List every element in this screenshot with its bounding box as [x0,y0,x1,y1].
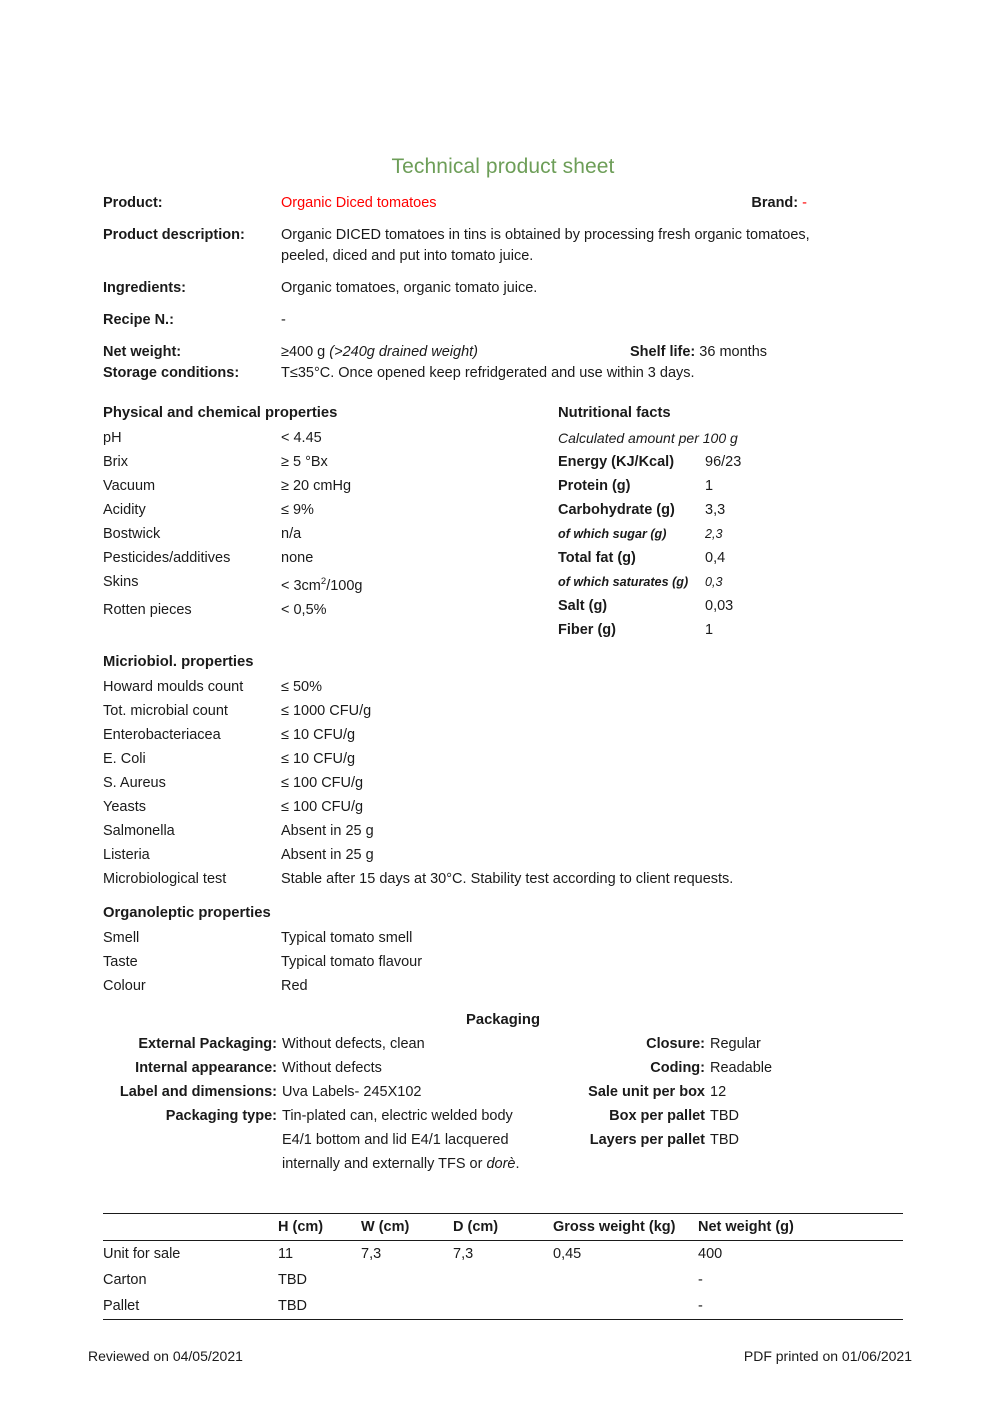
nutrition-value: 1 [705,478,714,494]
shelf-life-label: Shelf life: [630,344,696,360]
organoleptic-value: Red [281,978,308,994]
physical-row [103,522,573,546]
microbiol-row [103,675,903,699]
organoleptic-key: Taste [103,954,138,970]
table-cell-d [453,1267,553,1293]
packaging-row [533,1080,903,1104]
packaging-row [103,1056,563,1080]
nutrition-key: Carbohydrate (g) [558,502,675,518]
packaging-row [533,1032,903,1056]
physical-row [103,546,573,570]
packaging-columns [103,1032,903,1177]
organoleptic-value: Typical tomato smell [281,930,413,946]
physical-row [103,498,573,522]
product-description-value [281,225,903,267]
table-cell-name: Carton [103,1272,147,1288]
packaging-value: Without defects, clean [282,1036,425,1052]
physical-row [103,450,573,474]
nutrition-row [558,450,903,474]
packaging-key: Internal appearance: [135,1060,277,1076]
nutrition-value: 0,4 [705,550,726,566]
packaging-key: Closure: [646,1036,705,1052]
table-cell-w: 7,3 [361,1246,382,1262]
microbiol-key: E. Coli [103,751,146,767]
physical-value-skins: < $3cm^2/100g$ [281,576,363,594]
microbiol-value: ≤ 1000 CFU/g [281,703,372,719]
footer-printed-date: PDF printed on 01/06/2021 [743,1348,912,1364]
nutrition-value: 0,3 [705,575,723,589]
microbiol-row [103,699,903,723]
microbiol-value: Stable after 15 days at 30°C. Stability test according to client requests. [281,871,734,887]
physical-key: Rotten pieces [103,601,192,618]
packaging-row [533,1104,903,1128]
nutrition-row-sub [558,522,903,546]
table-cell-net: 400 [698,1246,723,1262]
properties-columns [103,402,903,657]
physical-properties-section [103,402,573,622]
nutrition-key: Protein (g) [558,478,631,494]
packaging-left-column [103,1032,563,1176]
table-cell-h: TBD [278,1293,361,1320]
physical-value: n/a [281,526,302,542]
packaging-row [103,1104,563,1128]
table-header-cell: Net weight (g) [698,1214,903,1241]
packaging-value: Tin-plated can, electric welded body [282,1108,513,1124]
microbiol-value: ≤ 100 CFU/g [281,775,364,791]
page-title: Technical product sheet [391,155,615,178]
organoleptic-heading: Organoleptic properties [103,905,271,921]
microbiol-value: ≤ 10 CFU/g [281,727,356,743]
recipe-label: Recipe N.: [103,312,174,328]
microbiol-key: Howard moulds count [103,679,244,695]
physical-key: Bostwick [103,526,161,542]
nutrition-row [558,618,903,642]
packaging-value: Readable [710,1060,773,1076]
nutrition-row [558,474,903,498]
table-row [103,1267,903,1293]
table-cell-w [361,1267,453,1293]
description-line-2: peeled, diced and put into tomato juice. [281,248,534,264]
table-cell-net: - [698,1293,903,1320]
storage-label: Storage conditions: [103,365,240,381]
nutrition-key: of which sugar (g) [558,527,667,541]
physical-row [103,598,573,622]
physical-key: pH [103,430,122,446]
physical-key: Vacuum [103,478,156,494]
packaging-type-line-3-pre: internally and externally TFS or [282,1156,487,1172]
microbiol-row [103,795,903,819]
table-header-cell: D (cm) [453,1214,553,1241]
physical-key: Pesticides/additives [103,550,231,566]
ingredients-label: Ingredients: [103,280,186,296]
nutrition-row-sub [558,570,903,594]
microbiol-key: Yeasts [103,799,146,815]
microbiol-value: Absent in 25 g [281,823,374,839]
microbiol-row [103,843,903,867]
microbiol-value: Absent in 25 g [281,847,374,863]
packaging-value: TBD [710,1108,739,1124]
microbiol-key: Listeria [103,847,150,863]
physical-properties-heading: Physical and chemical properties [103,405,338,421]
recipe-row [103,310,903,331]
table-cell-net: - [698,1272,703,1288]
nutritional-facts-note: Calculated amount per 100 g [558,430,738,446]
microbiol-key: Microbiological test [103,871,227,887]
physical-value: ≥ 5 °Bx [281,454,328,470]
microbiol-row [103,771,903,795]
net-weight-row [103,342,903,363]
packaging-type-line-2: E4/1 bottom and lid E4/1 lacquered [282,1132,509,1148]
physical-value: < 4.45 [281,430,322,446]
organoleptic-row [103,950,903,974]
product-value: Organic Diced tomatoes [281,195,437,211]
nutrition-value: 96/23 [705,454,742,470]
table-cell-gross [553,1267,698,1293]
packaging-value: Without defects [282,1060,382,1076]
packaging-type-line-3 [103,1152,563,1176]
physical-value: < 0,5% [281,601,327,618]
nutrition-row [558,498,903,522]
microbiol-row [103,747,903,771]
microbiol-key: Tot. microbial count [103,703,228,719]
microbiol-value: ≤ 50% [281,679,323,695]
table-cell-name: Pallet [103,1293,278,1320]
physical-key: Acidity [103,502,146,518]
table-header-cell: W (cm) [361,1214,453,1241]
product-label: Product: [103,195,163,211]
table-cell-h: 11 [278,1246,294,1262]
packaging-type-line-3-italic: dorè [486,1156,516,1172]
packaging-heading: Packaging [465,1012,540,1028]
packaging-key: Box per pallet [609,1108,705,1124]
net-weight-value [281,342,903,363]
nutritional-facts-heading: Nutritional facts [558,405,671,421]
microbiol-row [103,723,903,747]
physical-properties-list [103,426,573,622]
packaging-key: Sale unit per box [588,1084,705,1100]
dimensions-table [103,1213,903,1320]
microbiol-section [103,651,903,891]
brand-label: Brand: [751,195,799,211]
organoleptic-key: Colour [103,978,146,994]
nutrition-key: Energy (KJ/Kcal) [558,454,675,470]
nutrition-key: of which saturates (g) [558,575,689,589]
net-weight-drained: (>240g drained weight) [329,344,479,360]
organoleptic-value: Typical tomato flavour [281,954,423,970]
microbiol-value: ≤ 10 CFU/g [281,751,356,767]
ingredients-row [103,278,903,299]
product-description-row [103,225,903,267]
physical-key: Brix [103,454,128,470]
table-cell-w [361,1293,453,1320]
shelf-life-value: 36 months [699,344,768,360]
table-header-cell: Gross weight (kg) [553,1214,698,1241]
net-weight-label: Net weight: [103,344,182,360]
table-row [103,1293,903,1320]
physical-value: ≤ 9% [281,502,314,518]
packaging-key: Packaging type: [165,1108,277,1124]
packaging-key: Coding: [650,1060,705,1076]
physical-key: Skins [103,574,139,590]
nutritional-facts-section [558,402,903,642]
physical-row [103,570,573,598]
table-header-cell: H (cm) [278,1214,361,1241]
microbiol-key: Salmonella [103,823,175,839]
nutrition-key: Total fat (g) [558,550,636,566]
document-body [103,155,903,1320]
organoleptic-section [103,902,903,998]
physical-value: ≥ 20 cmHg [281,478,352,494]
table-cell-gross [553,1293,698,1320]
packaging-value: 12 [710,1084,727,1100]
organoleptic-row [103,926,903,950]
brand-block [751,193,807,214]
packaging-right-column [533,1032,903,1152]
nutrition-value: 2,3 [705,527,723,541]
microbiol-key: Enterobacteriacea [103,727,221,743]
table-cell-h: TBD [278,1272,307,1288]
table-header-cell [103,1214,278,1241]
packaging-key: Label and dimensions: [119,1084,277,1100]
packaging-row [533,1128,903,1152]
packaging-value: Uva Labels- 245X102 [282,1084,422,1100]
shelf-life-block [630,342,767,363]
brand-value: - [802,195,807,211]
description-line-1: Organic DICED tomatoes in tins is obtained by processing fresh organic tomatoes, [281,227,810,243]
footer-reviewed-date: Reviewed on 04/05/2021 [88,1348,243,1364]
nutrition-value: 1 [705,622,714,638]
microbiol-row [103,867,903,891]
table-cell-d [453,1293,553,1320]
packaging-row [533,1056,903,1080]
physical-value: none [281,550,314,566]
table-row [103,1241,903,1268]
microbiol-heading: Micriobiol. properties [103,654,254,670]
nutritional-facts-list [558,450,903,642]
packaging-type-line-3-post: . [515,1156,520,1172]
table-cell-name: Unit for sale [103,1246,181,1262]
packaging-key: Layers per pallet [589,1132,705,1148]
recipe-value: - [281,312,286,328]
net-weight-number: ≥400 g [281,344,326,360]
microbiol-value: ≤ 100 CFU/g [281,799,364,815]
microbiol-row [103,819,903,843]
nutrition-value: 3,3 [705,502,726,518]
organoleptic-row [103,974,903,998]
packaging-section [103,1012,903,1177]
microbiol-key: S. Aureus [103,775,166,791]
nutrition-value: 0,03 [705,598,734,614]
table-header-row [103,1214,903,1241]
page-footer [88,1348,912,1364]
organoleptic-key: Smell [103,930,140,946]
packaging-row [103,1080,563,1104]
table-cell-gross: 0,45 [553,1246,582,1262]
product-description-label: Product description: [103,227,245,243]
storage-value: T≤35°C. Once opened keep refridgerated and use within 3 days. [281,365,695,381]
packaging-value: TBD [710,1132,739,1148]
packaging-value: Regular [710,1036,761,1052]
packaging-key: External Packaging: [138,1036,277,1052]
product-row [103,193,903,214]
table-cell-d: 7,3 [453,1246,474,1262]
nutrition-key: Salt (g) [558,598,608,614]
nutrition-row [558,594,903,618]
physical-row [103,474,573,498]
packaging-row [103,1032,563,1056]
nutrition-row [558,546,903,570]
physical-row [103,426,573,450]
storage-row [103,363,903,384]
nutrition-key: Fiber (g) [558,622,616,638]
ingredients-value: Organic tomatoes, organic tomato juice. [281,280,538,296]
